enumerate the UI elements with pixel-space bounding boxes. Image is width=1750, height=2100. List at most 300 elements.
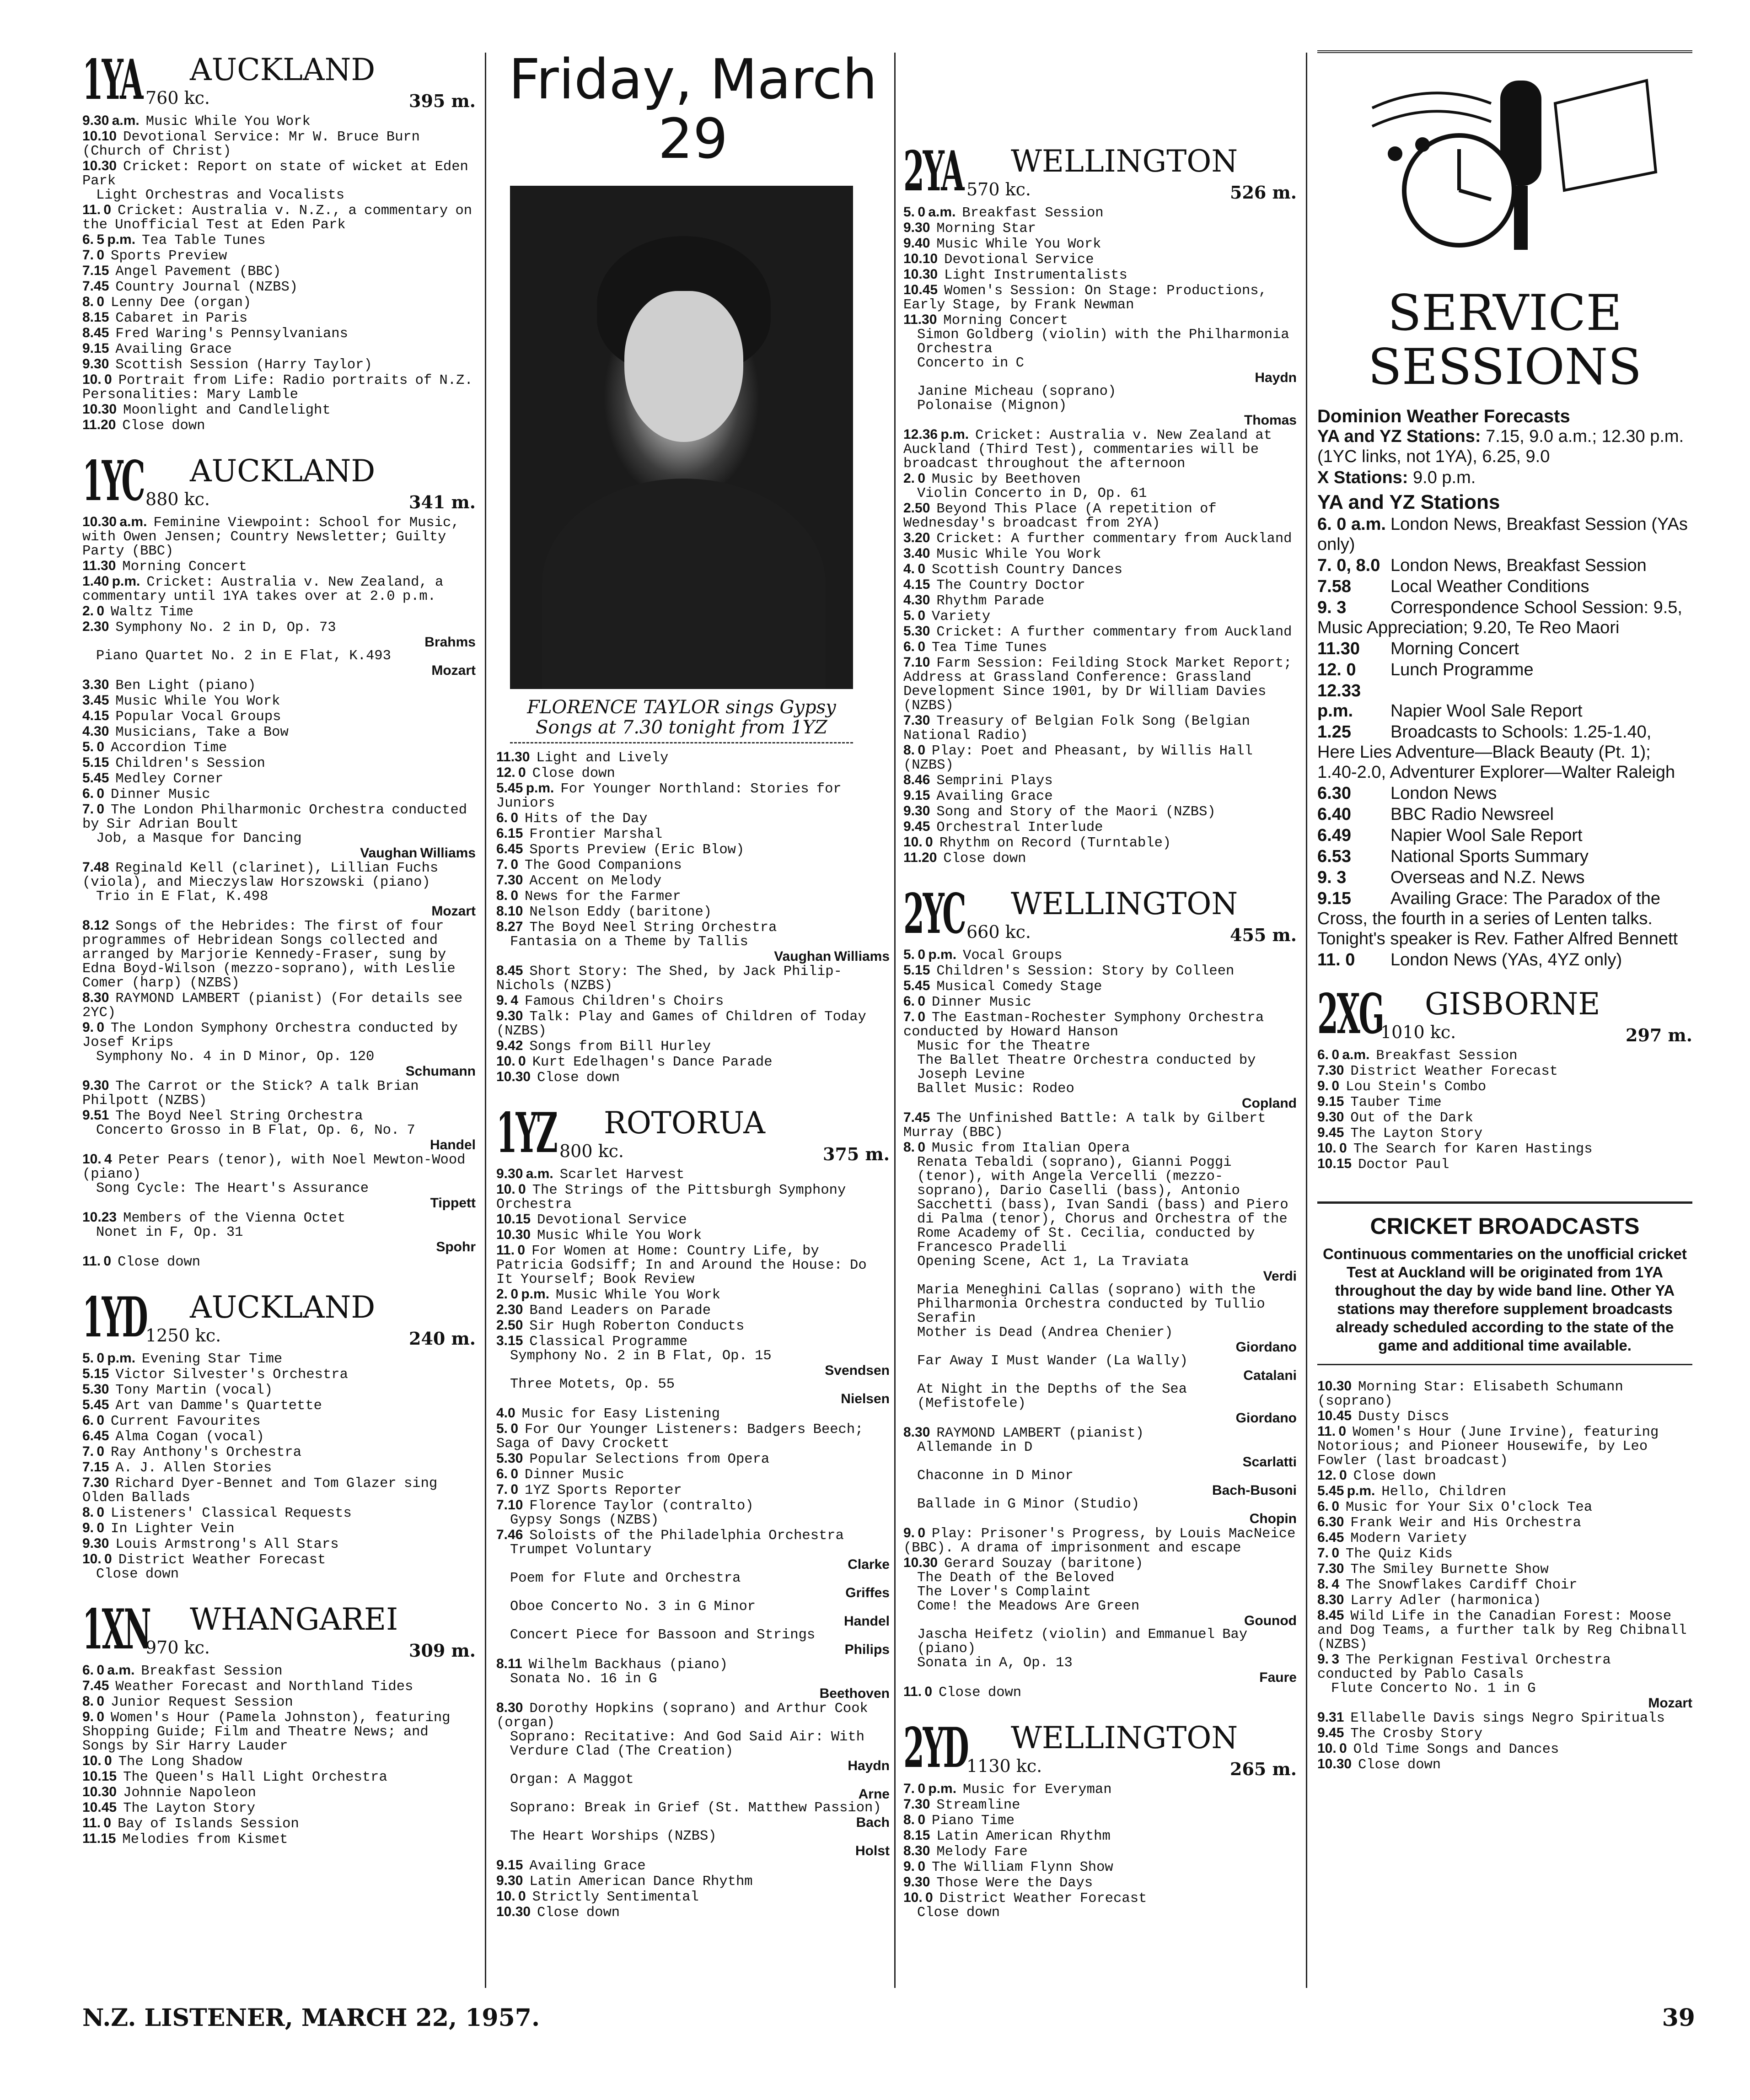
listing-time: 8.30 bbox=[903, 1425, 930, 1440]
listing-entry bbox=[903, 1875, 1297, 1890]
listing-programme: The Good Companions bbox=[525, 858, 682, 873]
service-programme: London News, Breakfast Session bbox=[1390, 556, 1647, 575]
listing-entry bbox=[82, 159, 476, 188]
listing-programme: Cabaret in Paris bbox=[115, 311, 248, 326]
listing-programme: Soprano: Break in Grief (St. Matthew Passion) bbox=[510, 1800, 881, 1816]
listing-entry bbox=[82, 113, 476, 129]
listing-composer: Tippett bbox=[430, 1195, 476, 1211]
listing-time: 7. 0 bbox=[496, 1482, 519, 1497]
listing-composer: Vaughan Williams bbox=[360, 845, 476, 861]
listing-time: 11. 0 bbox=[82, 1815, 112, 1831]
listing-entry bbox=[903, 640, 1297, 655]
listing-composer: Philips bbox=[844, 1642, 890, 1657]
listing-time: 5.30 bbox=[903, 624, 930, 639]
listing-entry bbox=[1317, 1468, 1692, 1484]
service-row bbox=[1317, 598, 1692, 638]
listing-entry bbox=[903, 312, 1297, 328]
listing-time: 5.45 bbox=[903, 978, 930, 993]
listing-programme: Music While You Work bbox=[537, 1228, 702, 1244]
listing-programme: Rhythm on Record (Turntable) bbox=[939, 835, 1171, 851]
listing-entry bbox=[82, 1382, 476, 1398]
listing-entry bbox=[82, 832, 476, 860]
listing-time: 3.15 bbox=[496, 1333, 523, 1348]
service-time: 11. 0 bbox=[1317, 950, 1355, 969]
listing-time: 9. 4 bbox=[496, 993, 519, 1008]
station-callsign: 2XG bbox=[1317, 982, 1383, 1046]
listing-entry bbox=[903, 1890, 1297, 1906]
listing-composer: Bach bbox=[856, 1815, 890, 1830]
service-time: 6.49 bbox=[1317, 826, 1351, 845]
listing-entry bbox=[82, 264, 476, 279]
listing-entry bbox=[1317, 1141, 1692, 1157]
listing-entry bbox=[903, 562, 1297, 577]
listing-entry bbox=[496, 888, 890, 904]
listing-programme: Symphony No. 2 in B Flat, Op. 15 bbox=[510, 1348, 772, 1364]
listing-entry bbox=[82, 1444, 476, 1460]
listing-time: 8. 0 bbox=[82, 294, 105, 309]
listing-programme: Come! the Meadows Are Green bbox=[917, 1599, 1140, 1614]
listing-time: 11. 0 bbox=[82, 202, 112, 217]
weather-row bbox=[1317, 426, 1692, 467]
listing-programme: RAYMOND LAMBERT (pianist) (For details see 2YC) bbox=[82, 991, 463, 1021]
station-header bbox=[903, 139, 1297, 204]
listing-programme: Gerard Souzay (baritone) bbox=[944, 1556, 1143, 1572]
listing-programme: Janine Micheau (soprano) bbox=[917, 384, 1117, 399]
listing-entry bbox=[82, 1367, 476, 1382]
listing-time: 4.15 bbox=[903, 577, 930, 592]
listing-programme: Play: Poet and Pheasant, by Willis Hall (NZBS) bbox=[903, 743, 1253, 773]
station-callsign: 1YD bbox=[82, 1285, 147, 1350]
service-programme: Overseas and N.Z. News bbox=[1390, 868, 1585, 887]
listing-programme: Close down bbox=[943, 851, 1026, 867]
listing-entry bbox=[496, 1467, 890, 1482]
service-time: 6.40 bbox=[1317, 805, 1351, 824]
listing-entry bbox=[496, 1657, 890, 1672]
listing-programme: Variety bbox=[932, 609, 991, 625]
listing-time: 7.45 bbox=[903, 1110, 930, 1125]
listing-time: 6. 0 bbox=[496, 1466, 519, 1481]
listing-entry bbox=[82, 1694, 476, 1710]
listing-time: 9.30 bbox=[1317, 1109, 1344, 1125]
listing-entry bbox=[903, 1425, 1297, 1441]
station-header bbox=[82, 1285, 476, 1350]
listing-time: 10.23 bbox=[82, 1210, 117, 1225]
listing-programme: Three Motets, Op. 55 bbox=[510, 1377, 675, 1392]
listing-programme: Portrait from Life: Radio portraits of N.Z. Personalities: Mary Lamble bbox=[82, 373, 473, 403]
listing-programme: Kurt Edelhagen's Dance Parade bbox=[532, 1055, 773, 1070]
listing-time: 5. 0 bbox=[82, 739, 105, 754]
listing-programme: Music While You Work bbox=[556, 1287, 721, 1303]
listing-entry bbox=[82, 341, 476, 357]
listing-entry bbox=[496, 1212, 890, 1228]
listing-programme: Current Favourites bbox=[111, 1414, 261, 1429]
listing-time: 11. 0 bbox=[82, 1254, 112, 1269]
listing-time: 11.15 bbox=[82, 1831, 116, 1846]
listing-composer: Beethoven bbox=[819, 1686, 890, 1701]
listing-entry bbox=[82, 1020, 476, 1050]
listing-composer: Nielsen bbox=[841, 1391, 890, 1406]
listing-entry bbox=[1317, 1710, 1692, 1726]
station-callsign: 1XN bbox=[82, 1597, 150, 1662]
listing-programme: Close down bbox=[96, 1567, 179, 1582]
listing-time: 7. 0 bbox=[496, 857, 519, 872]
listing-entry bbox=[496, 1070, 890, 1085]
listing-entry bbox=[903, 1782, 1297, 1797]
listing-time: 6. 0 a.m. bbox=[1317, 1047, 1370, 1062]
listing-entry bbox=[82, 860, 476, 890]
listing-entry bbox=[496, 920, 890, 935]
listing-time: 7.30 bbox=[496, 872, 523, 888]
listing-time: 1.40 p.m. bbox=[82, 574, 140, 589]
listing-time: 9. 0 bbox=[903, 1525, 926, 1540]
listing-composer: Brahms bbox=[424, 635, 476, 650]
listing-entry bbox=[903, 979, 1297, 994]
listing-entry bbox=[903, 1526, 1297, 1556]
listing-time: 6.45 bbox=[496, 841, 523, 856]
listing-entry bbox=[903, 1656, 1297, 1685]
listing-time: 4.30 bbox=[82, 724, 109, 739]
listing-entry bbox=[82, 1663, 476, 1679]
listing-time: 9.30 a.m. bbox=[496, 1166, 553, 1181]
listing-programme: Close down bbox=[537, 1070, 620, 1086]
column-2-stations bbox=[496, 1101, 890, 1938]
listing-composer: Schumann bbox=[405, 1064, 476, 1079]
listing-composer: Vaughan Williams bbox=[774, 949, 890, 964]
listing-entry bbox=[903, 205, 1297, 221]
listing-programme: Those Were the Days bbox=[936, 1875, 1093, 1891]
station-callsign: 1YA bbox=[82, 48, 142, 112]
listing-programme: Larry Adler (harmonica) bbox=[1350, 1593, 1541, 1609]
listing-programme: The Country Doctor bbox=[936, 578, 1085, 593]
listing-entry bbox=[82, 1769, 476, 1785]
station-header bbox=[903, 1718, 1297, 1778]
listing-time: 10.30 bbox=[1317, 1756, 1352, 1772]
station-wavelength: 375 m. bbox=[823, 1144, 890, 1164]
listing-time: 6. 0 bbox=[903, 994, 926, 1009]
station-header bbox=[82, 50, 476, 110]
station-callsign: 1YZ bbox=[496, 1101, 557, 1165]
listing-entry bbox=[903, 356, 1297, 385]
listing-programme: The Layton Story bbox=[123, 1801, 255, 1816]
listing-time: 10. 0 bbox=[82, 1551, 112, 1567]
listing-entry bbox=[496, 873, 890, 888]
listing-programme: Trio in E Flat, K.498 bbox=[96, 889, 268, 905]
listing-entry bbox=[903, 399, 1297, 427]
listing-programme: Strictly Sentimental bbox=[532, 1890, 699, 1905]
listing-time: 12. 0 bbox=[1317, 1468, 1347, 1483]
station-callsign: 1YC bbox=[82, 449, 144, 513]
service-time: 9. 3 bbox=[1317, 868, 1347, 887]
listing-time: 10.30 bbox=[496, 1069, 531, 1084]
listing-programme: Music for Everyman bbox=[963, 1782, 1112, 1798]
listing-entry bbox=[496, 1572, 890, 1600]
listing-time: 3.40 bbox=[903, 546, 930, 561]
listing-time: 9.15 bbox=[903, 788, 930, 803]
station-frequency: 570 kc. bbox=[966, 179, 1031, 199]
listing-programme: Children's Session bbox=[115, 756, 265, 771]
listing-entry bbox=[82, 1050, 476, 1078]
listing-composer: Chopin bbox=[1249, 1511, 1297, 1526]
listing-entry bbox=[82, 1754, 476, 1769]
service-sessions-illustration bbox=[1317, 50, 1692, 282]
listing-composer: Haydn bbox=[1255, 370, 1297, 385]
listing-time: 2. 0 bbox=[82, 603, 105, 619]
listing-entry bbox=[903, 577, 1297, 593]
listing-time: 9.15 bbox=[1317, 1094, 1344, 1109]
listing-time: 5. 0 bbox=[496, 1421, 519, 1436]
listing-programme: Close down bbox=[537, 1905, 620, 1921]
listing-composer: Holst bbox=[855, 1843, 890, 1858]
listing-programme: Evening Star Time bbox=[142, 1352, 283, 1367]
service-time: 11.30 bbox=[1317, 639, 1360, 658]
listing-entry bbox=[496, 964, 890, 993]
listing-time: 5.30 bbox=[82, 1382, 109, 1397]
listing-time: 8.46 bbox=[903, 772, 930, 787]
listing-entry bbox=[903, 593, 1297, 608]
listing-entry bbox=[903, 487, 1297, 501]
listing-entry bbox=[82, 724, 476, 740]
listing-time: 7.30 bbox=[82, 1475, 109, 1490]
listing-programme: Close down bbox=[532, 766, 615, 781]
listing-time: 10.15 bbox=[82, 1769, 117, 1784]
listing-entry bbox=[82, 1398, 476, 1413]
listing-entry bbox=[903, 1156, 1297, 1255]
listing-time: 6. 0 bbox=[1317, 1499, 1340, 1514]
listing-programme: Far Away I Must Wander (La Wally) bbox=[917, 1353, 1188, 1369]
listing-entry bbox=[1317, 1079, 1692, 1094]
listing-entry bbox=[82, 574, 476, 604]
weather-times: 9.0 p.m. bbox=[1413, 468, 1476, 487]
listing-entry bbox=[1317, 1741, 1692, 1757]
listing-entry bbox=[1317, 1515, 1692, 1530]
listing-entry bbox=[82, 786, 476, 802]
listing-entry bbox=[903, 267, 1297, 283]
listing-entry bbox=[903, 427, 1297, 471]
listing-programme: Children's Session: Story by Colleen bbox=[936, 964, 1235, 979]
listing-programme: Mother is Dead (Andrea Chenier) bbox=[917, 1325, 1173, 1341]
listing-entry bbox=[1317, 1125, 1692, 1141]
station-wavelength: 526 m. bbox=[1230, 182, 1297, 203]
listing-entry bbox=[496, 1243, 890, 1287]
listing-entry bbox=[903, 1797, 1297, 1813]
listing-entry bbox=[496, 1039, 890, 1054]
service-row bbox=[1317, 681, 1692, 721]
listing-composer: Mozart bbox=[431, 663, 476, 678]
listing-time: 2.50 bbox=[496, 1318, 523, 1333]
station-gap bbox=[1317, 1172, 1692, 1190]
listing-programme: Close down bbox=[1358, 1757, 1441, 1773]
listing-entry bbox=[496, 1730, 890, 1773]
listing-programme: Women's Hour (Pamela Johnston), featuring Shopping Guide; Film and Theatre News; and Songs by Sir Harry Lauder bbox=[82, 1710, 451, 1754]
listing-entry bbox=[903, 385, 1297, 399]
listing-programme: Scarlet Harvest bbox=[559, 1167, 685, 1183]
listing-time: 9.30 bbox=[903, 220, 930, 235]
listing-programme: Tony Martin (vocal) bbox=[115, 1383, 273, 1398]
listing-programme: Classical Programme bbox=[529, 1334, 688, 1350]
listing-entry bbox=[82, 604, 476, 619]
listing-time: 8.30 bbox=[82, 990, 109, 1005]
listing-entry bbox=[496, 1334, 890, 1349]
listing-time: 9.30 bbox=[496, 1873, 523, 1888]
listing-programme: Fred Waring's Pennsylvanians bbox=[115, 326, 348, 342]
listing-entry bbox=[82, 129, 476, 159]
listing-entry bbox=[903, 1859, 1297, 1875]
listing-time: 5. 0 p.m. bbox=[82, 1351, 136, 1366]
listing-time: 5. 0 a.m. bbox=[903, 205, 956, 220]
listing-programme: Richard Dyer-Bennet and Tom Glazer sing Olden Ballads bbox=[82, 1476, 438, 1506]
page-number: 39 bbox=[1662, 2004, 1695, 2032]
listing-entry bbox=[903, 236, 1297, 252]
listing-programme: Rhythm Parade bbox=[936, 593, 1045, 609]
listing-programme: Cricket: Australia v. New Zealand, a commentary until 1YA takes over at 2.0 p.m. bbox=[82, 575, 444, 604]
listing-programme: Symphony No. 2 in D, Op. 73 bbox=[115, 620, 336, 635]
listing-time: 11. 0 bbox=[1317, 1424, 1347, 1439]
listing-time: 2.30 bbox=[82, 619, 109, 634]
listing-time: 10. 0 bbox=[82, 372, 112, 387]
listing-programme: Lou Stein's Combo bbox=[1346, 1079, 1487, 1095]
listing-entry bbox=[496, 1422, 890, 1451]
listing-time: 6. 0 bbox=[903, 639, 926, 654]
listing-time: 10. 4 bbox=[82, 1152, 112, 1167]
listing-entry bbox=[903, 221, 1297, 236]
listing-entry bbox=[496, 1889, 890, 1905]
station-city: WHANGAREI bbox=[190, 1602, 398, 1637]
listing-entry bbox=[903, 1110, 1297, 1140]
listing-programme: Accent on Melody bbox=[529, 873, 662, 889]
listing-time: 5. 0 p.m. bbox=[903, 947, 957, 962]
listing-time: 9.40 bbox=[903, 236, 930, 251]
listing-programme: Out of the Dark bbox=[1350, 1110, 1473, 1126]
listing-time: 6. 5 p.m. bbox=[82, 232, 136, 247]
listing-time: 9.30 bbox=[82, 356, 109, 372]
station-wavelength: 265 m. bbox=[1230, 1759, 1297, 1779]
listing-entry bbox=[903, 804, 1297, 819]
listing-programme: Morning Star bbox=[936, 221, 1036, 237]
listing-programme: Lenny Dee (organ) bbox=[111, 295, 252, 311]
listing-entry bbox=[903, 773, 1297, 788]
listing-entry bbox=[82, 515, 476, 559]
listing-programme: Orchestral Interlude bbox=[936, 820, 1103, 835]
station-city: AUCKLAND bbox=[190, 1290, 376, 1325]
listing-time: 10. 0 bbox=[903, 1890, 933, 1905]
listing-entry bbox=[82, 740, 476, 755]
listing-entry bbox=[496, 1182, 890, 1212]
listing-entry bbox=[903, 1828, 1297, 1844]
station-wavelength: 309 m. bbox=[409, 1640, 476, 1661]
cricket-broadcasts-notice: Continuous commentaries on the unofficial cricket Test at Auckland will be originated from 1YA throughout the day by wide band line. Other YA stations may therefore supplement broadcasts already scheduled according to the state of the game and additional time available. bbox=[1317, 1245, 1692, 1365]
listing-time: 10.30 bbox=[82, 158, 117, 173]
listing-entry bbox=[903, 994, 1297, 1010]
listing-time: 10.30 bbox=[82, 1784, 117, 1799]
listing-entry bbox=[82, 1460, 476, 1475]
listing-programme: Cricket: A further commentary from Auckland bbox=[936, 625, 1292, 640]
station-wavelength: 455 m. bbox=[1230, 925, 1297, 945]
service-programme: London News, Breakfast Session (YAs only) bbox=[1317, 515, 1688, 554]
listing-entry bbox=[82, 619, 476, 649]
listing-composer: Catalani bbox=[1243, 1368, 1297, 1383]
listing-entry bbox=[82, 991, 476, 1020]
listing-time: 8. 0 bbox=[903, 1812, 926, 1827]
page-date: Friday, March 29 bbox=[509, 48, 877, 171]
listing-time: 9.45 bbox=[1317, 1725, 1344, 1740]
listing-entry bbox=[496, 1905, 890, 1920]
listing-entry bbox=[496, 1830, 890, 1858]
column-divider bbox=[894, 53, 896, 1988]
listing-entry bbox=[496, 993, 890, 1009]
listing-time: 7.30 bbox=[1317, 1063, 1344, 1078]
listing-entry bbox=[903, 1383, 1297, 1425]
listing-entry bbox=[82, 802, 476, 832]
listing-programme: Ballade in G Minor (Studio) bbox=[917, 1497, 1140, 1512]
listing-entry bbox=[496, 1628, 890, 1657]
listing-composer: Faure bbox=[1259, 1670, 1297, 1685]
listing-programme: Louis Armstrong's All Stars bbox=[115, 1537, 339, 1552]
listing-time: 7.15 bbox=[82, 1459, 109, 1475]
listing-programme: Feminine Viewpoint: School for Music, with Owen Jensen; Country Newsletter; Guilty Party (BBC) bbox=[82, 515, 460, 559]
station-gap bbox=[903, 1920, 1297, 1938]
station-header bbox=[82, 1597, 476, 1662]
listing-time: 7.45 bbox=[82, 279, 109, 294]
listing-time: 8. 0 bbox=[496, 888, 519, 903]
listing-programme: The London Philharmonic Orchestra conducted by Sir Adrian Boult bbox=[82, 802, 467, 832]
service-time: 12. 0 bbox=[1317, 660, 1356, 679]
listing-entry bbox=[496, 1406, 890, 1422]
listing-time: 10.30 bbox=[903, 1555, 938, 1570]
listing-time: 9.45 bbox=[903, 819, 930, 834]
listing-programme: The Boyd Neel String Orchestra bbox=[115, 1109, 363, 1124]
listing-entry bbox=[1317, 1094, 1692, 1110]
listing-programme: Reginald Kell (clarinet), Lillian Fuchs (viola), and Mieczyslaw Horszowski (piano) bbox=[82, 861, 439, 890]
listing-programme: Sonata in A, Op. 13 bbox=[917, 1655, 1073, 1671]
listing-entry bbox=[82, 649, 476, 678]
listing-time: 11. 0 bbox=[903, 1684, 933, 1699]
listing-time: 11.20 bbox=[82, 417, 116, 432]
listing-programme: Chaconne in D Minor bbox=[917, 1468, 1074, 1484]
listing-programme: Poem for Flute and Orchestra bbox=[510, 1571, 741, 1586]
listing-time: 7.10 bbox=[496, 1497, 523, 1513]
station-city: WELLINGTON bbox=[1011, 144, 1238, 179]
listing-programme: Close down bbox=[122, 418, 205, 434]
listing-time: 9. 0 bbox=[1317, 1078, 1340, 1093]
listing-time: 10. 0 bbox=[496, 1889, 526, 1904]
listing-entry bbox=[903, 546, 1297, 562]
listing-time: 11. 0 bbox=[496, 1243, 526, 1258]
listing-programme: Short Story: The Shed, by Jack Philip-Nichols (NZBS) bbox=[496, 964, 842, 994]
listing-entry bbox=[1317, 1682, 1692, 1710]
weather-times: 7.15, 9.0 a.m.; 12.30 p.m. (1YC links, not 1YA), 6.25, 9.0 bbox=[1317, 427, 1684, 466]
column-1 bbox=[82, 50, 476, 1865]
service-row bbox=[1317, 660, 1692, 680]
service-row bbox=[1317, 825, 1692, 845]
listing-time: 10.30 bbox=[496, 1904, 531, 1919]
listing-time: 8.30 bbox=[496, 1700, 523, 1715]
listing-entry bbox=[82, 1536, 476, 1552]
listing-programme: Piano Time bbox=[932, 1813, 1015, 1829]
station-frequency: 880 kc. bbox=[145, 489, 210, 509]
listing-time: 9.42 bbox=[496, 1038, 523, 1053]
service-row bbox=[1317, 555, 1692, 576]
listing-entry bbox=[1317, 1608, 1692, 1652]
listing-entry bbox=[903, 531, 1297, 546]
listing-entry bbox=[1317, 1593, 1692, 1608]
listing-programme: Fantasia on a Theme by Tallis bbox=[510, 934, 748, 950]
listing-time: 12.36 p.m. bbox=[903, 427, 969, 442]
listing-entry bbox=[903, 1585, 1297, 1599]
listing-entry bbox=[82, 326, 476, 341]
listing-entry bbox=[496, 1451, 890, 1467]
listing-time: 5.45 p.m. bbox=[1317, 1483, 1375, 1498]
listing-entry bbox=[903, 1354, 1297, 1383]
